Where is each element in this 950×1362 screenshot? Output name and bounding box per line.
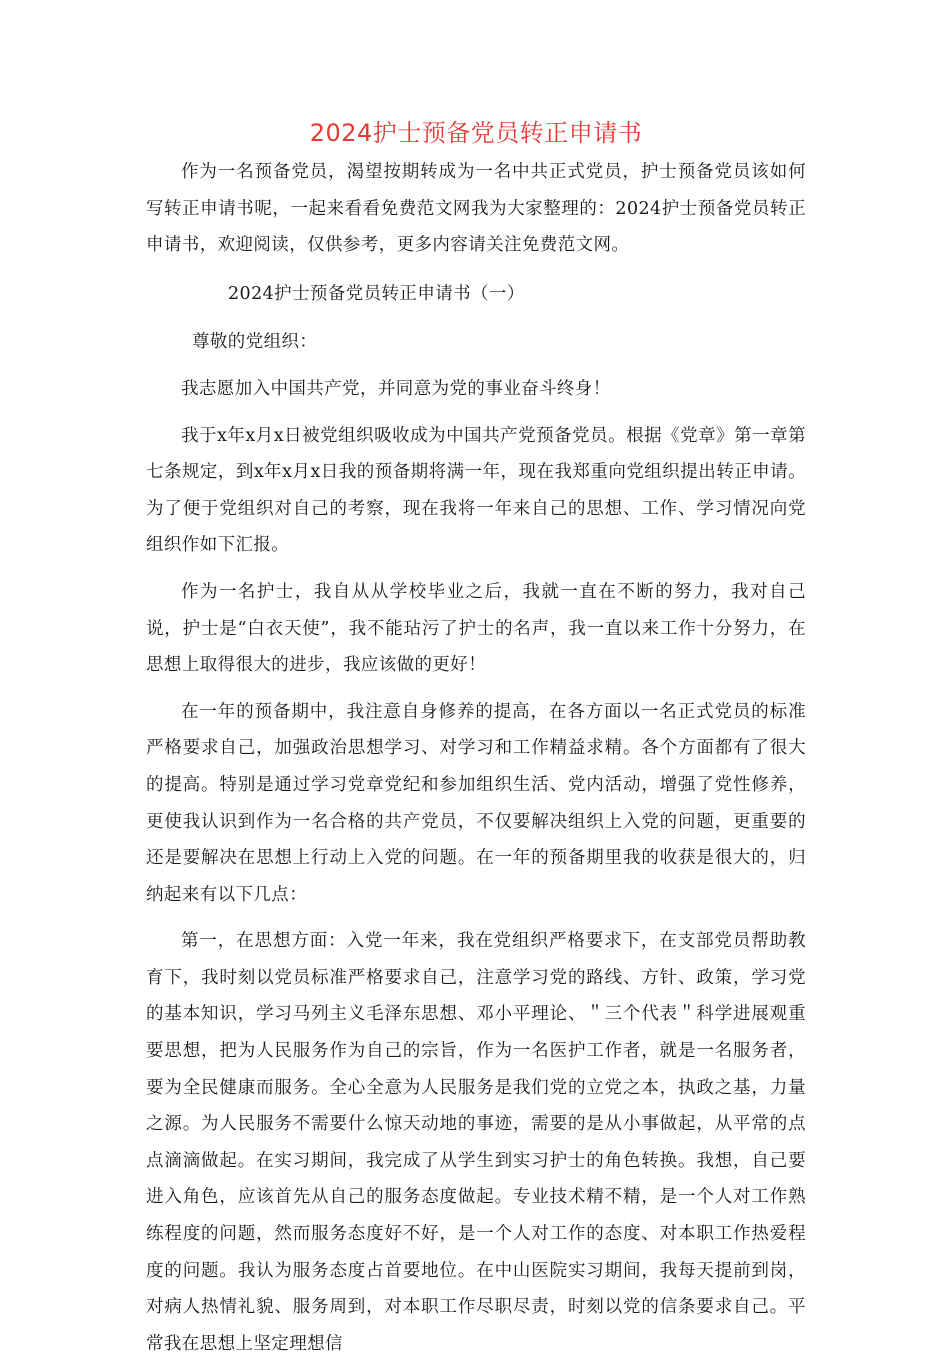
body-paragraph: 我志愿加入中国共产党，并同意为党的事业奋斗终身！ [181,378,611,399]
document-body [146,114,806,1362]
document-title: 2024护士预备党员转正申请书 [309,119,643,147]
body-paragraph: 作为一名护士，我自从从学校毕业之后，我就一直在不断的努力，我对自己说，护士是“白衣天使”，我不能玷污了护士的名声，我一直以来工作十分努力，在思想上取得很大的进步，我应该做的更好！ [146,581,806,676]
intro-paragraph: 作为一名预备党员，渴望按期转成为一名中共正式党员，护士预备党员该如何写转正申请书呢，一起来看看免费范文网我为大家整理的：2024护士预备党员转正申请书，欢迎阅读，仅供参考，更多内容请关注免费范文网。 [146,162,806,256]
body-paragraph: 第一，在思想方面：入党一年来，我在党组织严格要求下，在支部党员帮助教育下，我时刻以党员标准严格要求自己，注意学习党的路线、方针、政策，学习党的基本知识，学习马列主义毛泽东思想、邓小平理论、＂三个代表＂科学进展观重要思想，把为人民服务作为自己的宗旨，作为一名医护工作者，就是一名服务者，要为全民健康而服务。全心全意为人民服务是我们党的立党之本，执政之基，力量之源。为人民服务不需要什么惊天动地的事迹，需要的是从小事做起，从平常的点点滴滴做起。在实习期间，我完成了从学生到实习护士的角色转换。我想，自己要进入角色，应该首先从自己的服务态度做起。专业技术精不精，是一个人对工作熟练程度的问题，然而服务态度好不好，是一个人对工作的态度、对本职工作热爱程度的问题。我认为服务态度占首要地位。在中山医院实习期间，我每天提前到岗，对病人热情礼貌、服务周到，对本职工作尽职尽责，时刻以党的信条要求自己。平常我在思想上坚定理想信 [146,931,806,1354]
section-title: 2024护士预备党员转正申请书（一） [228,283,525,304]
salutation: 尊敬的党组织： [192,332,318,353]
body-paragraph: 在一年的预备期中，我注意自身修养的提高，在各方面以一名正式党员的标准严格要求自己，加强政治思想学习、对学习和工作精益求精。各个方面都有了很大的提高。特别是通过学习党章党纪和参加组织生活、党内活动，增强了党性修养，更使我认识到作为一名合格的共产党员，不仅要解决组织上入党的问题，更重要的还是要解决在思想上行动上入党的问题。在一年的预备期里我的收获是很大的，归纳起来有以下几点： [146,701,806,905]
body-paragraph: 我于x年x月x日被党组织吸收成为中国共产党预备党员。根据《党章》第一章第七条规定，到x年x月x日我的预备期将满一年，现在我郑重向党组织提出转正申请。为了便于党组织对自己的考察，现在我将一年来自己的思想、工作、学习情况向党组织作如下汇报。 [146,425,806,556]
